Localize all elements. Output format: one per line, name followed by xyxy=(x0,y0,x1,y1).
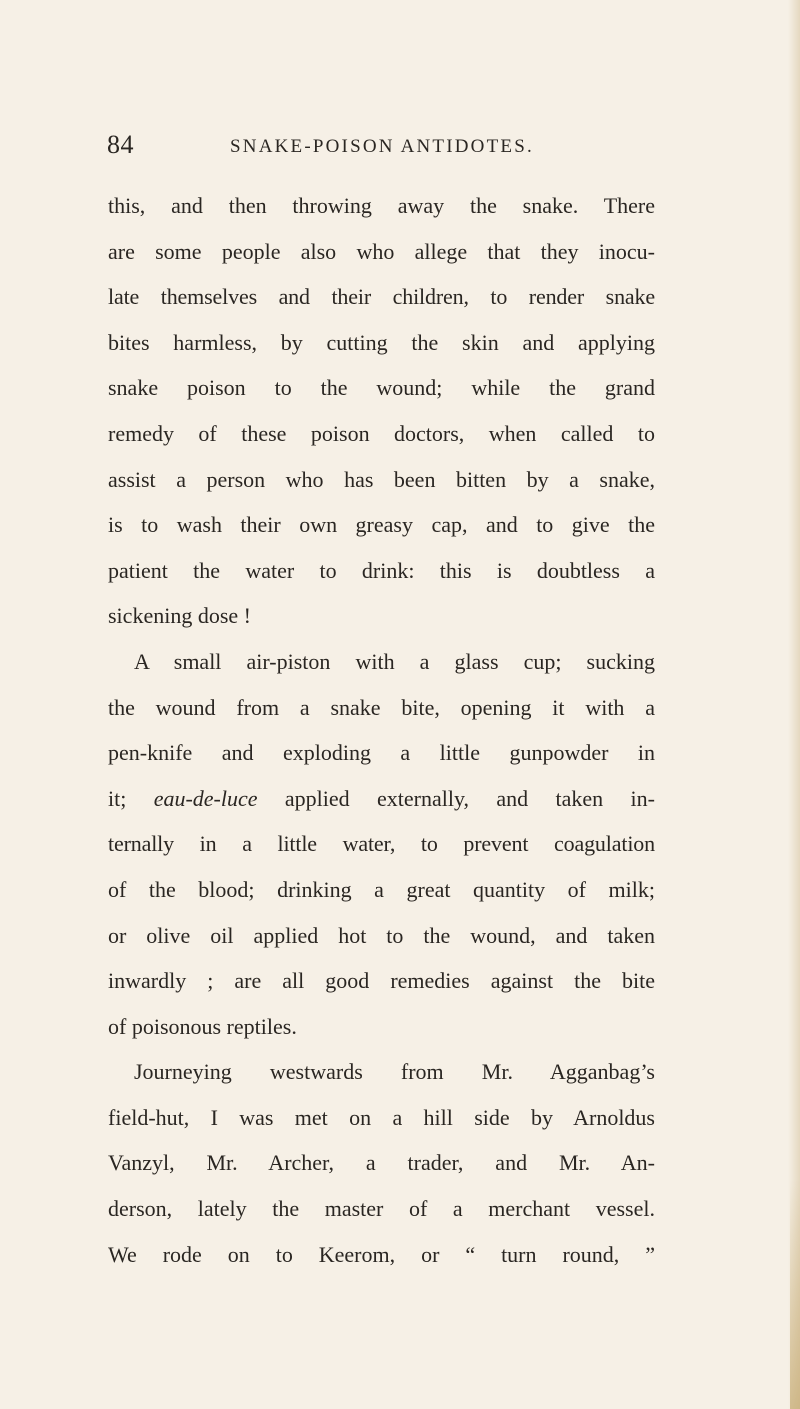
text-line: snake poison to the wound; while the grand xyxy=(108,375,655,401)
text-line: derson, lately the master of a merchant vessel. xyxy=(108,1196,655,1222)
text-line: inwardly ; are all good remedies against the bite xyxy=(108,968,655,994)
text-line: of the blood; drinking a great quantity of milk; xyxy=(108,876,655,902)
text-line: Vanzyl, Mr. Archer, a trader, and Mr. An- xyxy=(108,1150,655,1176)
text-line: late themselves and their children, to render snake xyxy=(108,284,655,310)
page-edge-stain xyxy=(790,1180,800,1409)
text-line: are some people also who allege that they inocu- xyxy=(108,238,655,264)
text-line: field-hut, I was met on a hill side by Arnoldus xyxy=(108,1104,655,1130)
page-header xyxy=(0,130,800,170)
text-line: is to wash their own greasy cap, and to give the xyxy=(108,512,655,538)
text-line: remedy of these poison doctors, when called to xyxy=(108,420,655,446)
text-line: this, and then throwing away the snake. There xyxy=(108,193,655,218)
text-line: sickening dose ! xyxy=(108,603,251,629)
text-line-with-italic xyxy=(108,783,655,829)
text-line: the wound from a snake bite, opening it with a xyxy=(108,694,655,720)
text-line: We rode on to Keerom, or “ turn round, ” xyxy=(108,1241,655,1267)
text-line: pen-knife and exploding a little gunpowder in xyxy=(108,740,655,766)
text-line: assist a person who has been bitten by a snake, xyxy=(108,466,655,492)
running-head: SNAKE-POISON ANTIDOTES. xyxy=(230,136,534,157)
text-line: patient the water to drink: this is doubtless a xyxy=(108,557,655,583)
paragraph-start-line: A small air-piston with a glass cup; sucking xyxy=(134,648,655,674)
text-line: bites harmless, by cutting the skin and applying xyxy=(108,329,655,355)
text-fragment: applied externally, and taken in- xyxy=(257,785,655,811)
body-text xyxy=(108,190,655,1284)
text-line: or olive oil applied hot to the wound, and taken xyxy=(108,922,655,948)
page-number: 84 xyxy=(107,130,134,159)
paragraph-start-line: Journeying westwards from Mr. Agganbag’s xyxy=(134,1059,655,1085)
text-fragment: it; xyxy=(108,785,154,811)
text-line: ternally in a little water, to prevent coagulation xyxy=(108,831,655,857)
text-line: of poisonous reptiles. xyxy=(108,1013,297,1039)
italic-term: eau-de-luce xyxy=(153,785,258,811)
